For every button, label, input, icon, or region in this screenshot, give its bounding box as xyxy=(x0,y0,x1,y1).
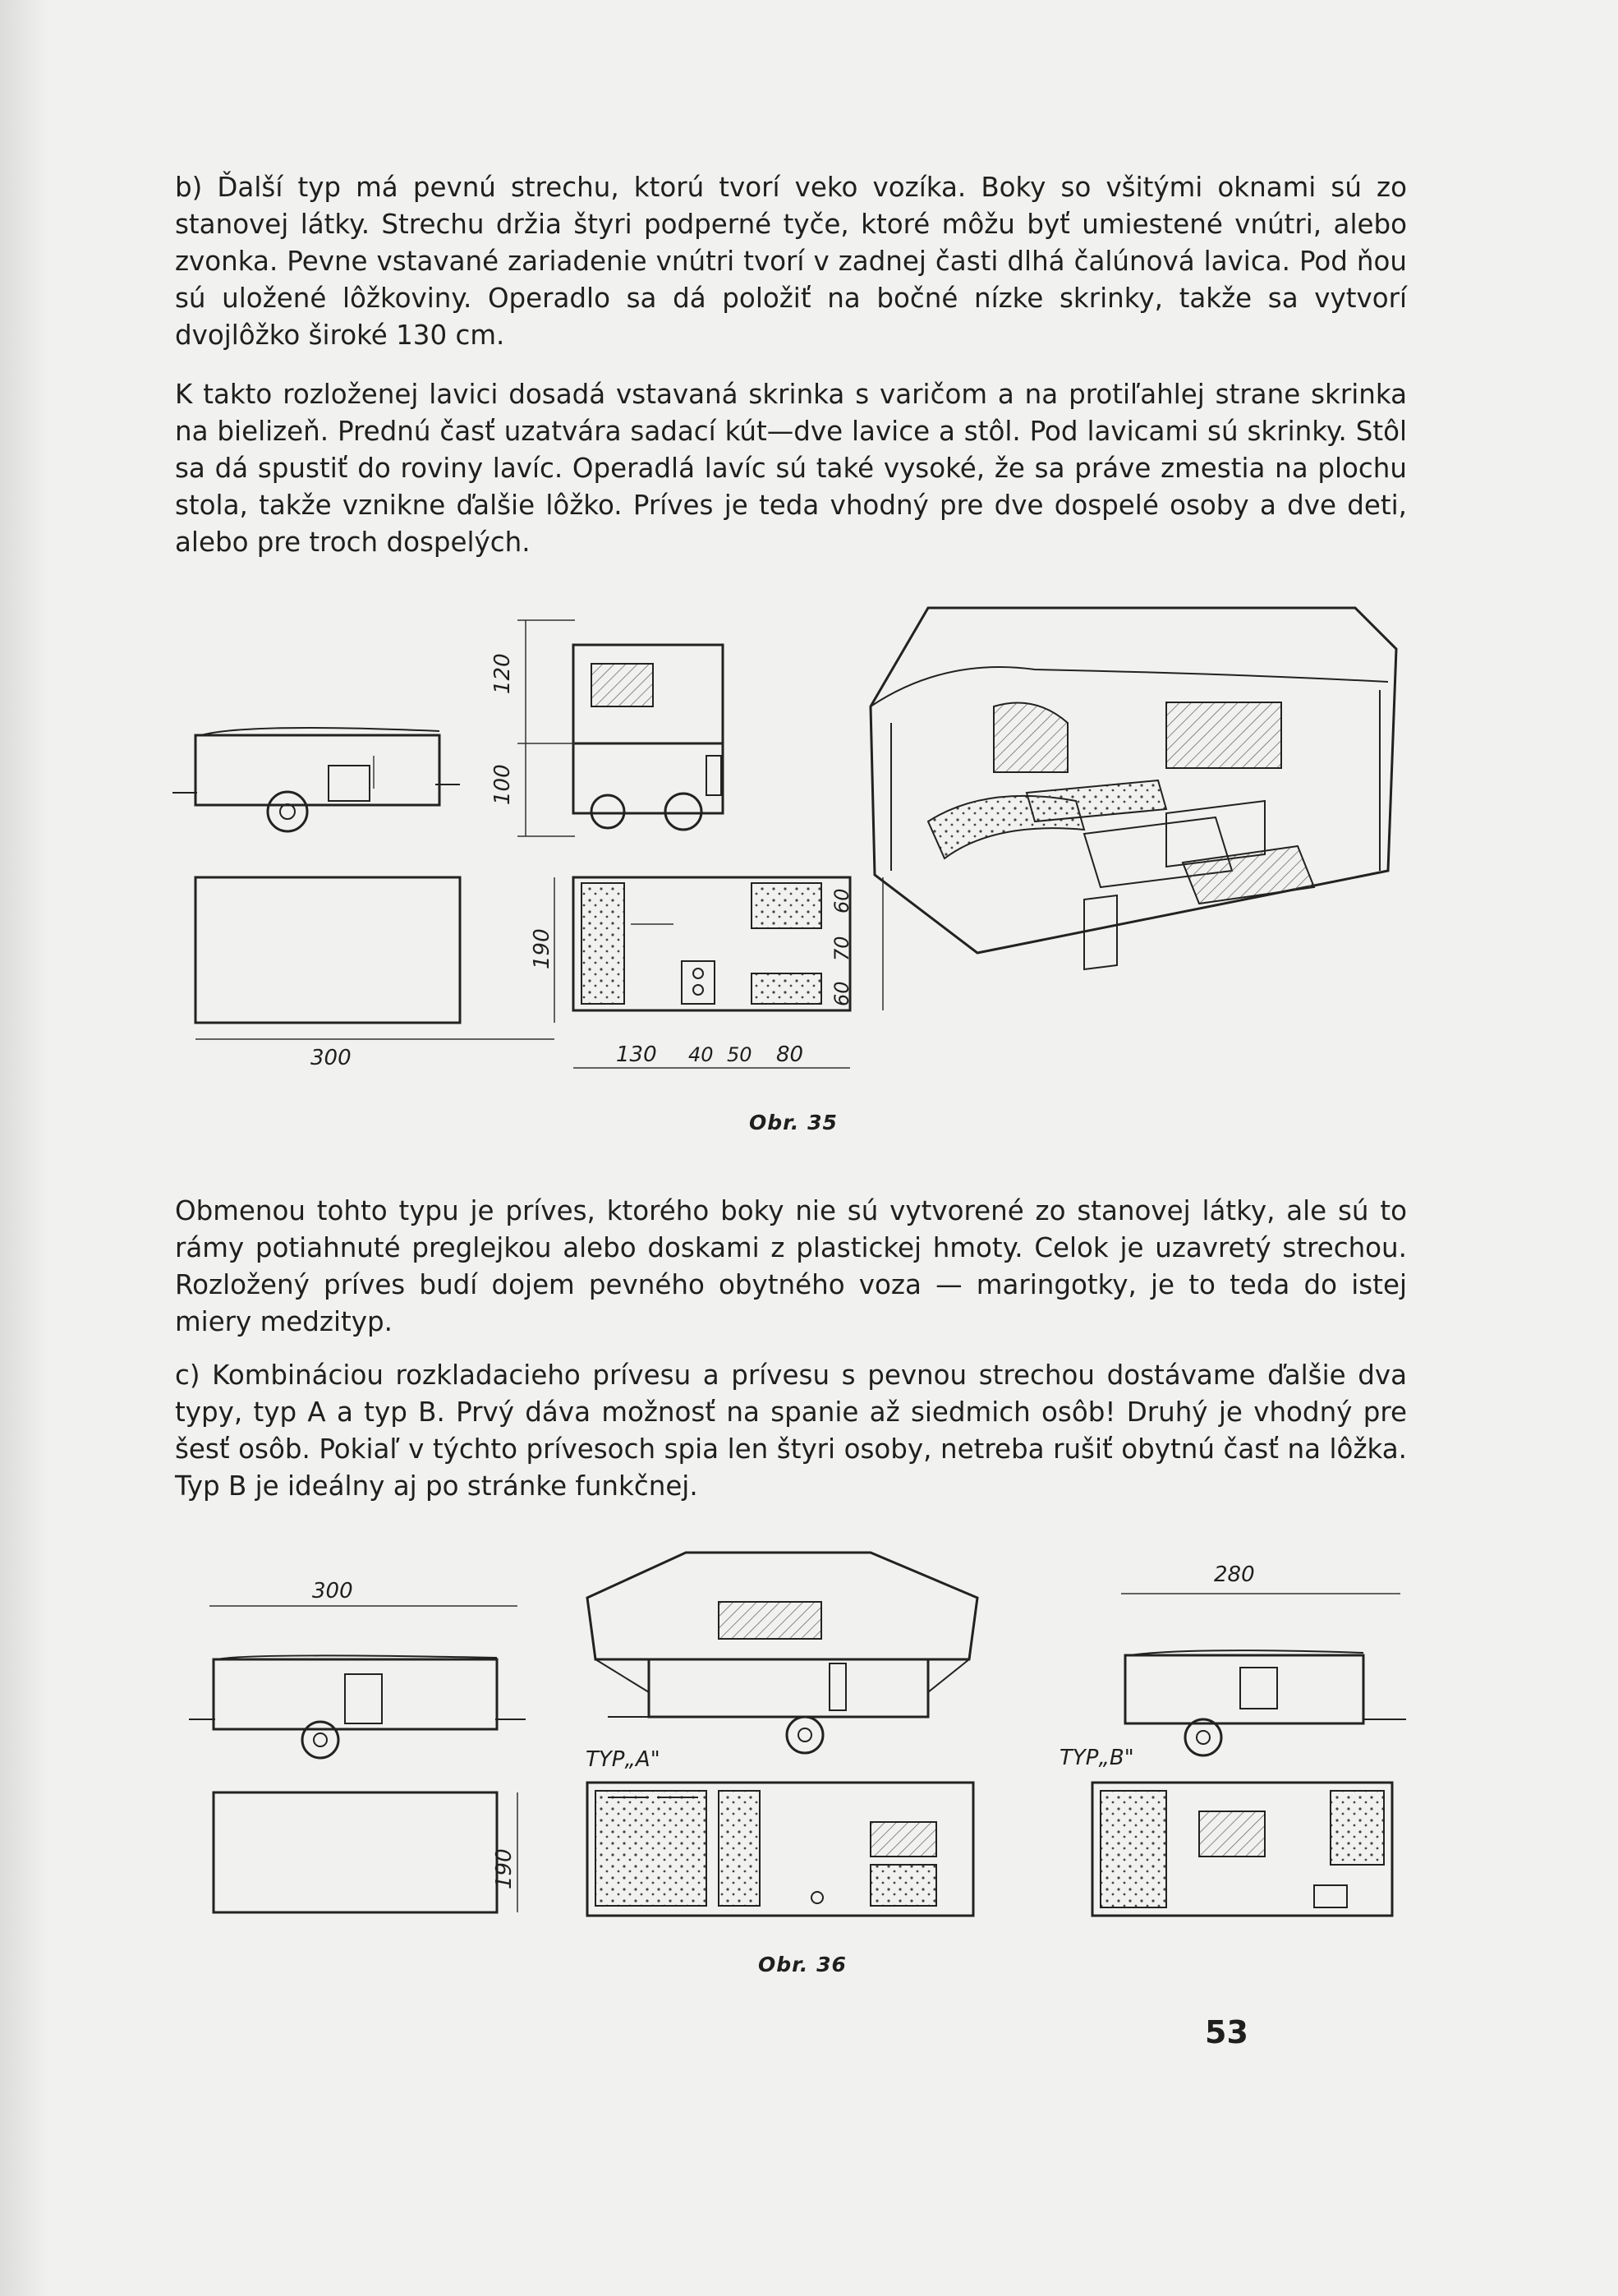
dim-label-130: 130 xyxy=(616,1042,657,1067)
paragraph-variant: Obmenou tohto typu je príves, ktorého boky nie sú vytvorené zo stanovej látky, ale sú to rámy potiahnuté preglejkou alebo doskami z plastickej hmoty. Celok je uzavretý strechou. Rozložený príves budí dojem pevného obytného voza — maringotky, je to teda do istej miery medzityp. xyxy=(175,1195,1407,1337)
dim-label-80: 80 xyxy=(776,1042,804,1067)
type-b-label: TYP„B" xyxy=(1060,1746,1134,1770)
paragraph-type-a-b: c) Kombináciou rozkladacieho prívesu a prívesu s pevnou strechou dostávame ďalšie dva typy, typ A a typ B. Prvý dáva možnosť na spanie až siedmich osôb! Druhý je vhodný pre šesť osôb. Pokiaľ v týchto prívesoch spia len štyri osoby, netreba rušiť obytnú časť na lôžka. Typ B je ideálny aj po stránke funkčnej. xyxy=(175,1360,1407,1502)
dim-label-100: 100 xyxy=(490,764,515,805)
figure-35-caption: Obr. 35 xyxy=(749,1111,838,1134)
fig35-plan-outline xyxy=(195,877,554,1039)
dim-label-70: 70 xyxy=(830,936,853,961)
page-number: 53 xyxy=(1205,2014,1248,2050)
fig35-perspective-interior xyxy=(871,608,1396,969)
type-a-label: TYP„A" xyxy=(586,1747,660,1772)
dim-label-40: 40 xyxy=(688,1043,714,1066)
dim-label-190: 190 xyxy=(530,928,554,969)
fig35-side-view xyxy=(172,728,460,831)
dim-label-120: 120 xyxy=(490,653,515,694)
dim-label-60-bottom: 60 xyxy=(830,981,853,1006)
paragraph-bench-description: K takto rozloženej lavici dosadá vstavaná skrinka s varičom a na protiľahlej strane skrinka na bielizeň. Prednú časť uzatvára sadací kút—dve lavice a stôl. Pod lavicami sú skrinky. Stôl sa dá spustiť do roviny lavíc. Operadlá lavíc sú také vysoké, že sa práve zmestia na plochu stola, takže vznikne ďalšie lôžko. Príves je teda vhodný pre dve dospelé osoby a dve deti, alebo pre troch dospelých. xyxy=(175,379,1407,558)
paragraph-type-b: b) Ďalší typ má pevnú strechu, ktorú tvorí veko vozíka. Boky so všitými oknami sú zo stanovej látky. Strechu držia štyri podperné tyče, ktoré môžu byť umiestené vnútri, alebo zvonka. Pevne vstavané zariadenie vnútri tvorí v zadnej časti dlhá čalúnová lavica. Pod ňou sú uložené lôžkoviny. Operadlo sa dá položiť na bočné nízke skrinky, takže sa vytvorí dvojlôžko široké 130 cm. xyxy=(175,172,1407,351)
dim-label-60-top: 60 xyxy=(830,888,853,913)
dim-label-300: 300 xyxy=(310,1046,352,1070)
fig36-dim-label-280: 280 xyxy=(1214,1562,1255,1587)
fig35-rear-view xyxy=(517,620,723,836)
fig36-dim-label-190: 190 xyxy=(492,1848,517,1889)
figure-36-caption: Obr. 36 xyxy=(758,1953,847,1976)
dim-label-50: 50 xyxy=(727,1043,752,1066)
fig36-dim-label-300: 300 xyxy=(312,1579,353,1604)
